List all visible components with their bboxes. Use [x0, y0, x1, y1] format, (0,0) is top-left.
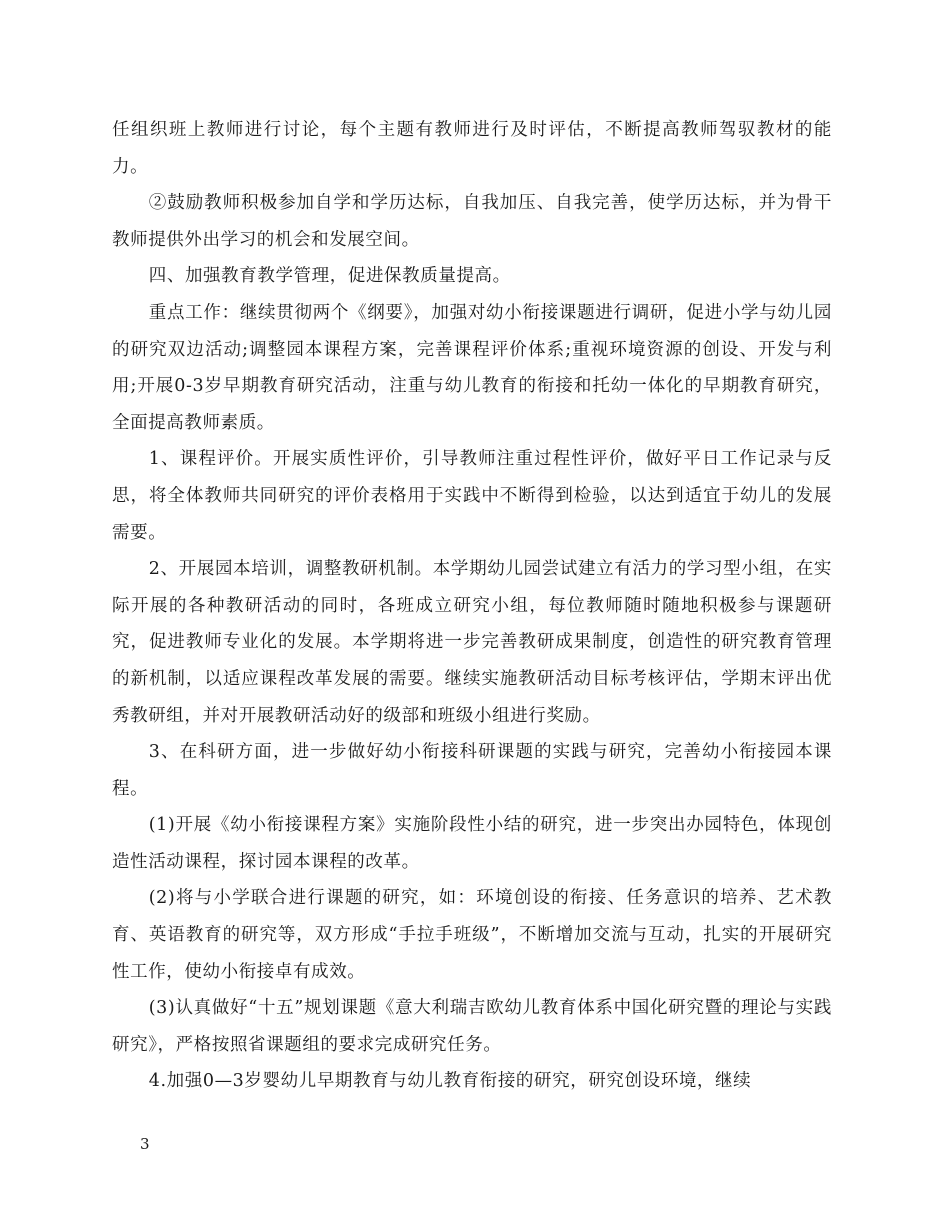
paragraph-item-4: 4.加强0—3岁婴幼儿早期教育与幼儿教育衔接的研究，研究创设环境，继续	[148, 1071, 752, 1092]
paragraph-item-1: 1、课程评价。开展实质性评价，引导教师注重过程性评价，做好平日工作记录与反思，将全体教师共同研究的评价表格用于实践中不断得到检验，以达到适宜于幼儿的发展需要。	[112, 449, 832, 543]
paragraph-subitem-1: (1)开展《幼小衔接课程方案》实施阶段性小结的研究，进一步突出办园特色，体现创造性活动课程，探讨园本课程的改革。	[112, 815, 832, 872]
paragraph-subitem-2: (2)将与小学联合进行课题的研究，如：环境创设的衔接、任务意识的培养、艺术教育、英语教育的研究等，双方形成“手拉手班级”，不断增加交流与互动，扎实的开展研究性工作，使幼小衔接卓有成效。	[112, 888, 832, 982]
paragraph-item-3: 3、在科研方面，进一步做好幼小衔接科研课题的实践与研究，完善幼小衔接园本课程。	[112, 742, 832, 799]
page-number: 3	[140, 1135, 150, 1153]
paragraph-subitem-3: (3)认真做好“十五”规划课题《意大利瑞吉欧幼儿教育体系中国化研究暨的理论与实践研究》，严格按照省课题组的要求完成研究任务。	[112, 998, 832, 1055]
document-body	[112, 112, 832, 1100]
paragraph-key-work: 重点工作：继续贯彻两个《纲要》，加强对幼小衔接课题进行调研，促进小学与幼儿园的研究双边活动;调整园本课程方案，完善课程评价体系;重视环境资源的创设、开发与利用;开展0-3岁早期教育研究活动，注重与幼儿教育的衔接和托幼一体化的早期教育研究，全面提高教师素质。	[112, 302, 832, 433]
paragraph-2: ②鼓励教师积极参加自学和学历达标，自我加压、自我完善，使学历达标，并为骨干教师提供外出学习的机会和发展空间。	[112, 193, 832, 250]
section-heading-4: 四、加强教育教学管理，促进保教质量提高。	[148, 266, 511, 287]
paragraph-1: 任组织班上教师进行讨论，每个主题有教师进行及时评估，不断提高教师驾驭教材的能力。	[112, 120, 832, 177]
paragraph-item-2: 2、开展园本培训，调整教研机制。本学期幼儿园尝试建立有活力的学习型小组，在实际开展的各种教研活动的同时，各班成立研究小组，每位教师随时随地积极参与课题研究，促进教师专业化的发展。本学期将进一步完善教研成果制度，创造性的研究教育管理的新机制，以适应课程改革发展的需要。继续实施教研活动目标考核评估，学期末评出优秀教研组，并对开展教研活动好的级部和班级小组进行奖励。	[112, 559, 832, 726]
